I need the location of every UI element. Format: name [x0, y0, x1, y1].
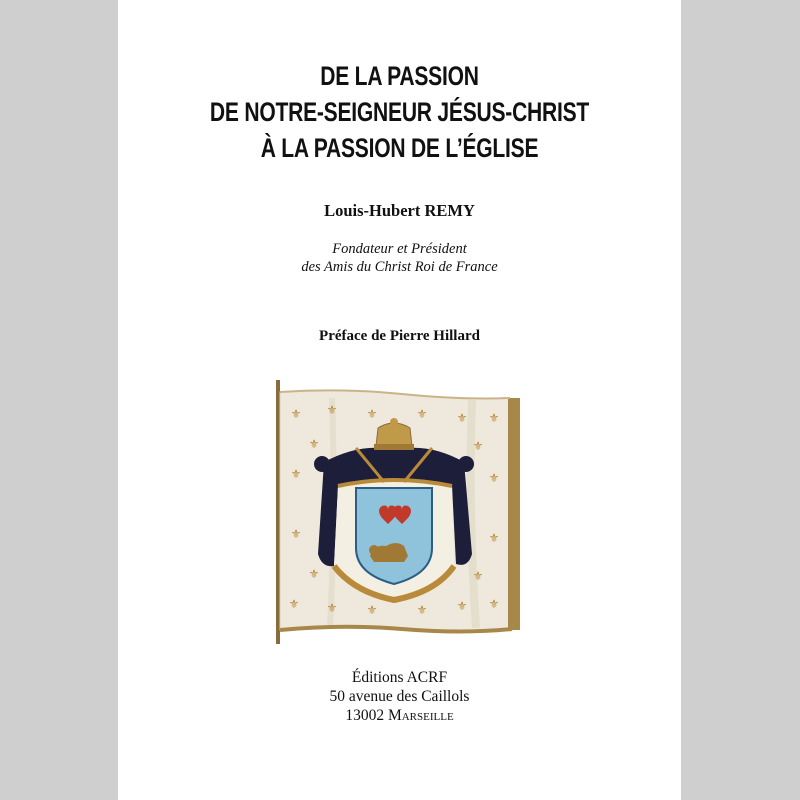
- title-line-1: DE LA PASSION: [320, 61, 479, 91]
- svg-text:⚜: ⚜: [288, 597, 300, 611]
- svg-text:⚜: ⚜: [366, 407, 378, 421]
- publisher-name: Éditions ACRF: [351, 669, 448, 686]
- svg-text:⚜: ⚜: [456, 411, 468, 425]
- svg-text:⚜: ⚜: [488, 471, 500, 485]
- royal-banner-icon: [272, 378, 528, 646]
- title-line-3: À LA PASSION DE L’ÉGLISE: [260, 133, 539, 163]
- svg-text:⚜: ⚜: [488, 531, 500, 545]
- book-cover-page: [118, 0, 681, 800]
- svg-text:⚜: ⚜: [326, 403, 338, 417]
- svg-text:⚜: ⚜: [326, 601, 338, 615]
- publisher-city: Marseille: [387, 707, 454, 724]
- publisher-street: 50 avenue des Caillols: [329, 688, 470, 705]
- svg-text:⚜: ⚜: [290, 467, 302, 481]
- svg-text:⚜: ⚜: [308, 437, 320, 451]
- svg-text:⚜: ⚜: [472, 439, 484, 453]
- svg-text:⚜: ⚜: [416, 407, 428, 421]
- publisher-postcode: 13002: [345, 707, 385, 724]
- book-title: [180, 58, 619, 166]
- author-role: [118, 240, 681, 276]
- author-role-line-2: des Amis du Christ Roi de France: [301, 259, 498, 275]
- author-role-line-1: Fondateur et Président: [332, 241, 467, 257]
- svg-text:⚜: ⚜: [366, 603, 378, 617]
- publisher-info: [118, 668, 681, 725]
- title-line-2: DE NOTRE-SEIGNEUR JÉSUS-CHRIST: [209, 97, 590, 127]
- publisher-city-line: [118, 706, 681, 725]
- svg-text:⚜: ⚜: [488, 597, 500, 611]
- svg-text:⚜: ⚜: [290, 407, 302, 421]
- svg-text:⚜: ⚜: [416, 603, 428, 617]
- svg-text:⚜: ⚜: [290, 527, 302, 541]
- svg-text:⚜: ⚜: [308, 567, 320, 581]
- author-name: Louis-Hubert REMY: [324, 201, 475, 220]
- preface-credit: Préface de Pierre Hillard: [319, 328, 480, 344]
- svg-text:⚜: ⚜: [488, 411, 500, 425]
- svg-text:⚜: ⚜: [456, 599, 468, 613]
- svg-text:⚜: ⚜: [472, 569, 484, 583]
